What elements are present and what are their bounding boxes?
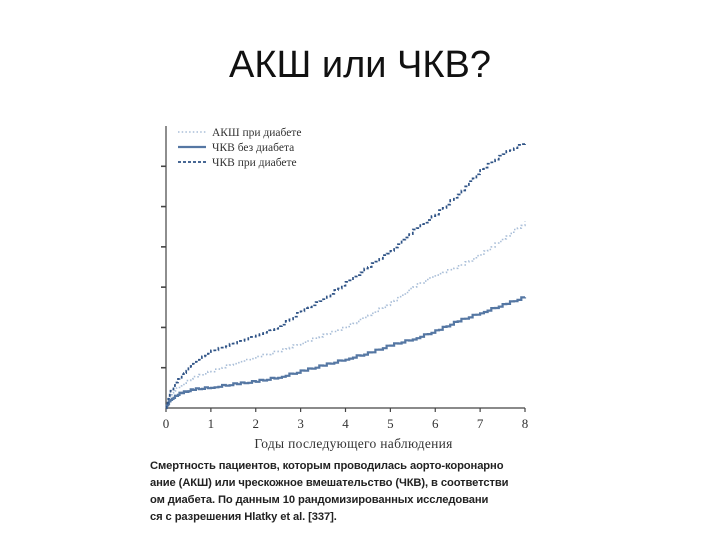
legend-label-2: ЧКВ без диабета: [212, 142, 295, 154]
legend-label-1: АКШ при диабете: [212, 127, 302, 139]
x-tick-label-7: 7: [476, 416, 484, 431]
series-line-3: [166, 142, 525, 408]
x-tick-label-3: 3: [297, 416, 304, 431]
caption-line-1: Смертность пациентов, которым проводилась аорто-коронарно: [150, 460, 504, 472]
mortality-line-chart: [150, 118, 540, 458]
legend-label-3: ЧКВ при диабете: [212, 157, 297, 169]
figure-caption: [150, 458, 535, 526]
x-tick-label-8: 8: [521, 416, 529, 431]
caption-line-4: ся с разрешения Hlatky et al. [337].: [150, 511, 337, 523]
x-tick-label-1: 1: [207, 416, 215, 431]
series-line-1: [166, 222, 525, 409]
x-tick-label-5: 5: [387, 416, 394, 431]
x-tick-label-2: 2: [252, 416, 259, 431]
caption-line-3: ом диабета. По данным 10 рандомизированных исследовани: [150, 494, 489, 506]
x-tick-label-4: 4: [342, 416, 349, 431]
x-axis-label: Годы последующего наблюдения: [254, 436, 453, 451]
caption-line-2: ание (АКШ) или чрескожное вмешательство (ЧКВ), в соответстви: [150, 477, 509, 489]
x-tick-label-6: 6: [432, 416, 439, 431]
series-line-2: [166, 297, 525, 408]
slide-title: АКШ или ЧКВ?: [229, 44, 491, 86]
x-tick-label-0: 0: [162, 416, 170, 431]
